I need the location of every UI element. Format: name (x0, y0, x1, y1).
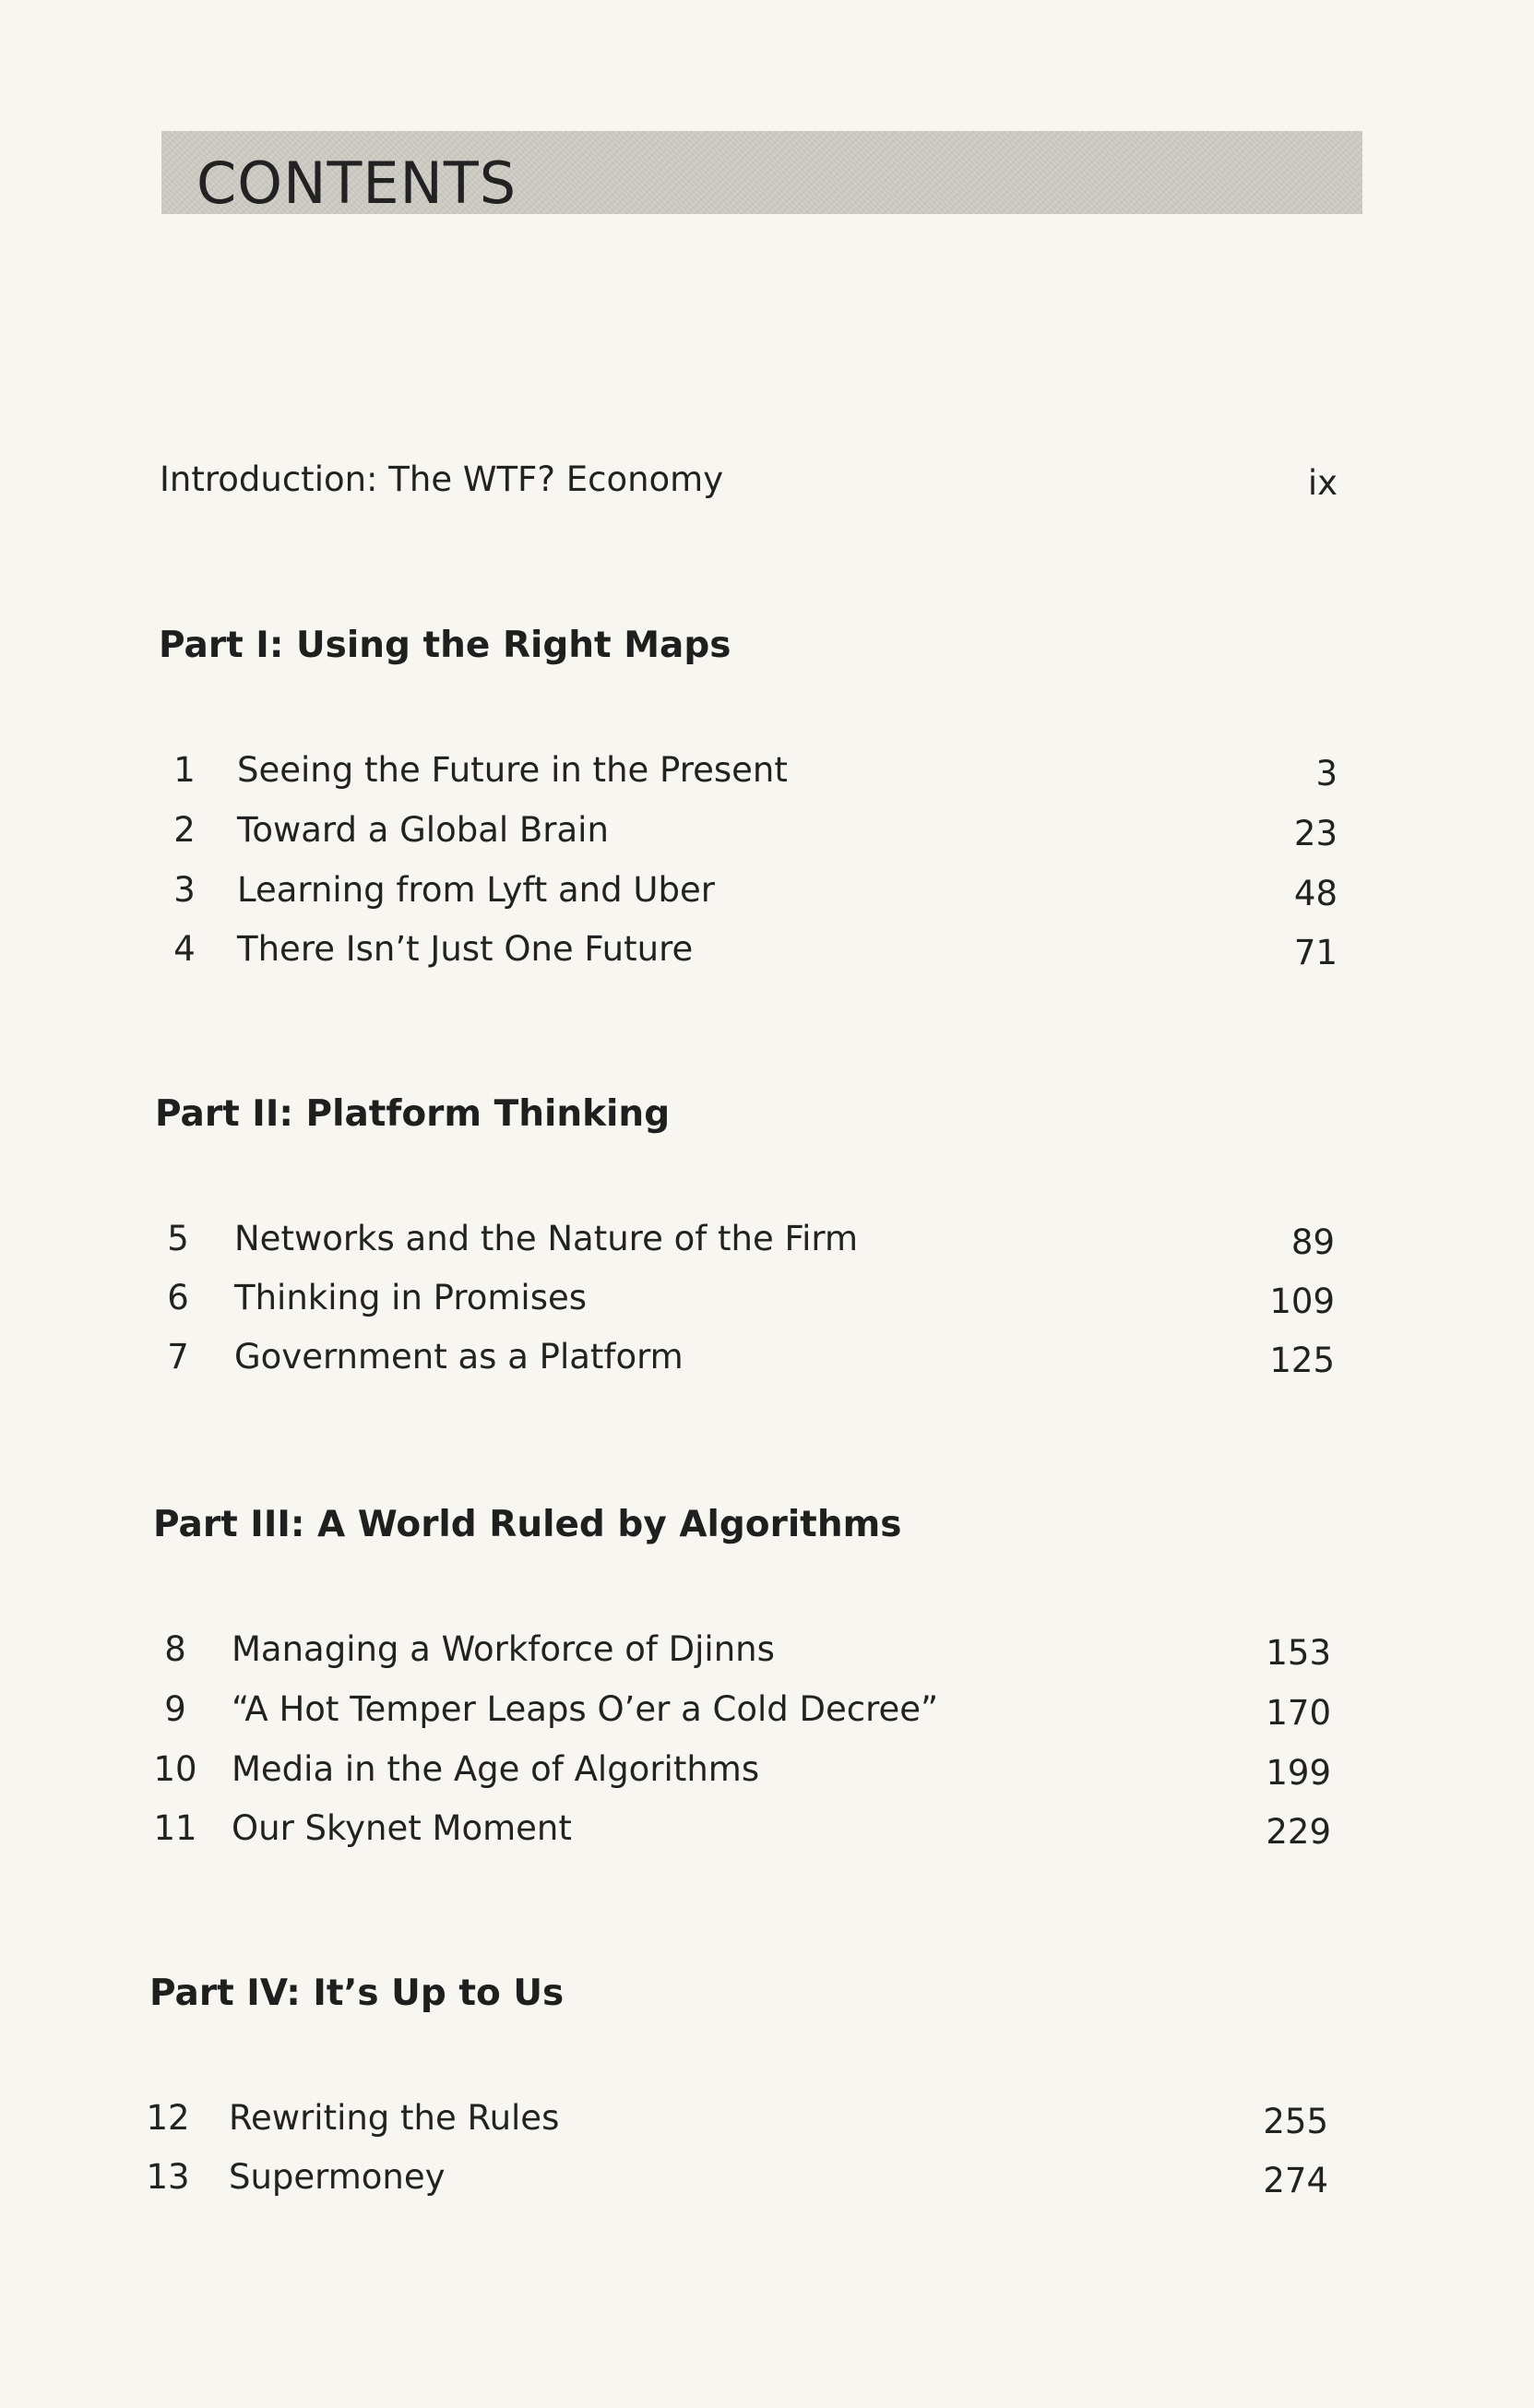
chapter-title: There Isn’t Just One Future (237, 929, 694, 969)
chapter-title: Our Skynet Moment (232, 1808, 572, 1848)
chapter-title: Toward a Global Brain (237, 810, 609, 850)
chapter-entry[interactable] (0, 1627, 1331, 1673)
chapter-entry[interactable] (0, 1746, 1331, 1793)
chapter-entry[interactable] (0, 1687, 1331, 1733)
chapter-page-number: 229 (1266, 1812, 1331, 1852)
chapter-number: 2 (173, 810, 196, 850)
chapter-number: 12 (146, 2098, 190, 2138)
chapter-title: Rewriting the Rules (229, 2098, 560, 2138)
page-title: CONTENTS (196, 149, 517, 217)
chapter-number: 13 (146, 2157, 190, 2197)
chapter-entry[interactable] (0, 2095, 1328, 2141)
chapter-number: 4 (173, 929, 196, 969)
chapter-entry[interactable] (0, 926, 1338, 972)
chapter-page-number: 170 (1266, 1693, 1331, 1733)
chapter-page-number: 3 (1315, 754, 1338, 793)
chapter-entry[interactable] (0, 1275, 1335, 1321)
chapter-number: 5 (167, 1219, 189, 1258)
chapter-number: 11 (153, 1808, 197, 1848)
intro-title: Introduction: The WTF? Economy (160, 459, 724, 499)
part-3-heading: Part III: A World Ruled by Algorithms (153, 1504, 902, 1545)
chapter-page-number: 23 (1293, 814, 1338, 853)
chapter-page-number: 199 (1266, 1753, 1331, 1793)
chapter-title: Networks and the Nature of the Firm (234, 1219, 858, 1258)
intro-entry[interactable] (0, 457, 1338, 503)
chapter-entry[interactable] (0, 747, 1338, 793)
chapter-entry[interactable] (0, 1806, 1331, 1852)
intro-page-number: ix (1307, 463, 1338, 503)
chapter-number: 3 (173, 870, 196, 910)
chapter-number: 7 (167, 1337, 189, 1377)
chapter-entry[interactable] (0, 867, 1338, 913)
chapter-title: Learning from Lyft and Uber (237, 870, 715, 910)
part-2-heading: Part II: Platform Thinking (155, 1093, 671, 1135)
chapter-entry[interactable] (0, 2154, 1328, 2200)
part-1-heading: Part I: Using the Right Maps (159, 625, 731, 666)
chapter-number: 10 (153, 1749, 197, 1789)
chapter-page-number: 255 (1263, 2102, 1328, 2141)
chapter-number: 1 (173, 750, 196, 790)
chapter-title: Government as a Platform (234, 1337, 684, 1377)
chapter-number: 8 (164, 1629, 186, 1669)
chapter-page-number: 153 (1266, 1633, 1331, 1673)
contents-banner (161, 131, 1362, 217)
chapter-title: “A Hot Temper Leaps O’er a Cold Decree” (232, 1689, 939, 1729)
chapter-entry[interactable] (0, 1334, 1335, 1380)
chapter-page-number: 109 (1269, 1281, 1335, 1321)
chapter-page-number: 125 (1269, 1341, 1335, 1380)
chapter-number: 6 (167, 1278, 189, 1317)
chapter-number: 9 (164, 1689, 186, 1729)
chapter-page-number: 89 (1290, 1222, 1335, 1262)
chapter-title: Media in the Age of Algorithms (232, 1749, 760, 1789)
chapter-page-number: 274 (1263, 2161, 1328, 2200)
chapter-title: Supermoney (229, 2157, 446, 2197)
chapter-title: Managing a Workforce of Djinns (232, 1629, 775, 1669)
chapter-page-number: 71 (1293, 933, 1338, 972)
chapter-entry[interactable] (0, 807, 1338, 853)
part-4-heading: Part IV: It’s Up to Us (149, 1973, 565, 2014)
chapter-title: Seeing the Future in the Present (237, 750, 788, 790)
chapter-entry[interactable] (0, 1216, 1335, 1262)
chapter-title: Thinking in Promises (234, 1278, 588, 1317)
chapter-page-number: 48 (1293, 874, 1338, 913)
